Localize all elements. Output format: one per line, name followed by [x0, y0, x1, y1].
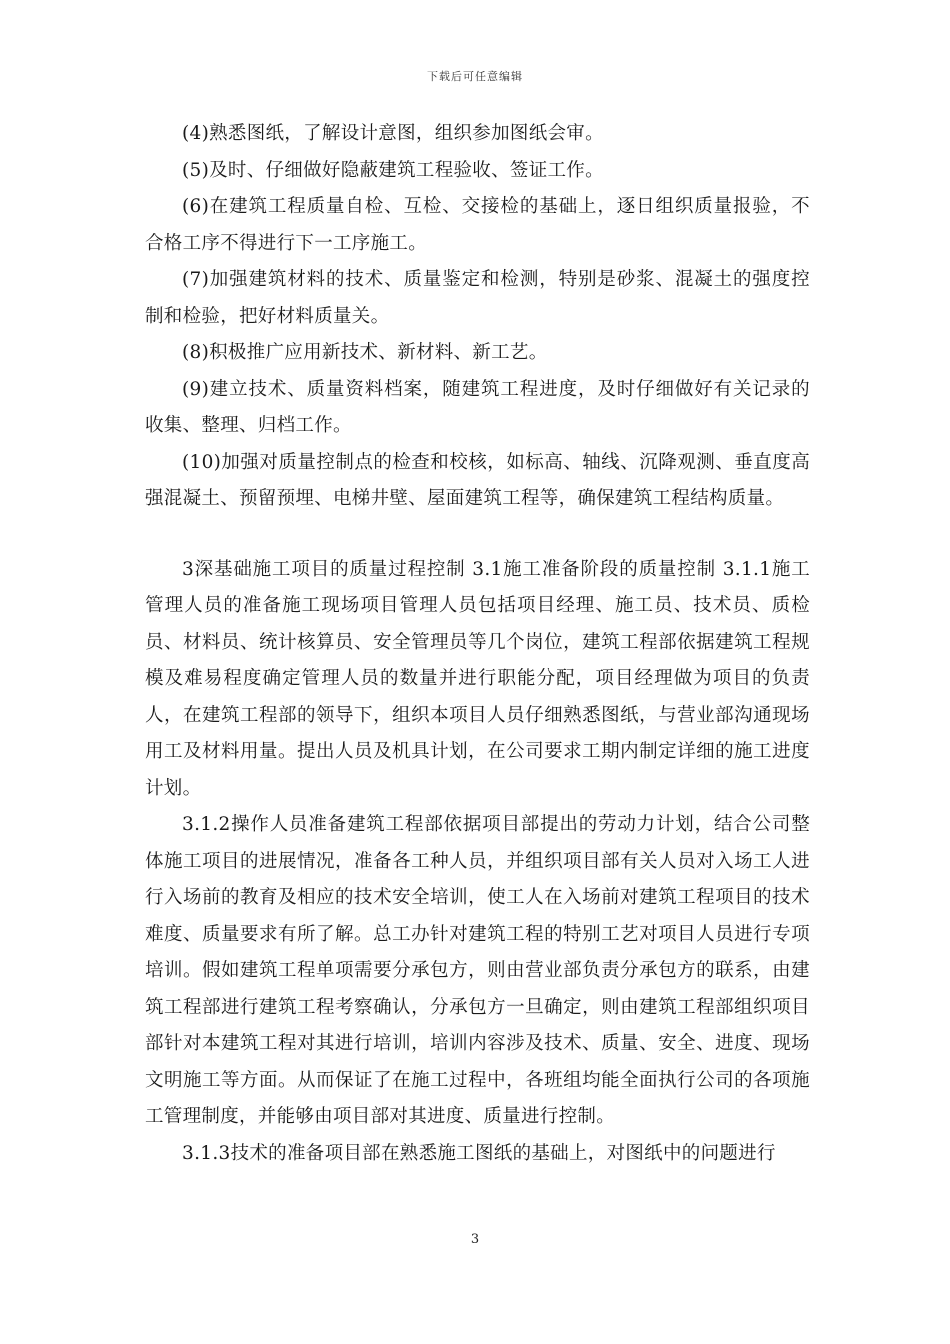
- paragraph-section-3-1-3: 3.1.3技术的准备项目部在熟悉施工图纸的基础上，对图纸中的问题进行: [182, 1142, 776, 1164]
- paragraph-item-5: (5)及时、仔细做好隐蔽建筑工程验收、签证工作。: [182, 159, 604, 181]
- paragraph-item-9: (9)建立技术、质量资料档案，随建筑工程进度，及时仔细做好有关记录的收集、整理、归档工作。: [145, 378, 810, 436]
- paragraph-item-7: (7)加强建筑材料的技术、质量鉴定和检测，特别是砂浆、混凝土的强度控制和检验，把好材料质量关。: [145, 269, 810, 327]
- page-header: 下载后可任意编辑: [427, 70, 523, 83]
- section-spacer: [145, 518, 810, 552]
- paragraph-section-3-1-2: 3.1.2操作人员准备建筑工程部依据项目部提出的劳动力计划，结合公司整体施工项目的进展情况，准备各工种人员，并组织项目部有关人员对入场工人进行入场前的教育及相应的技术安全培训，使工人在入场前对建筑工程项目的技术难度、质量要求有所了解。总工办针对建筑工程的特别工艺对项目人员进行专项培训。假如建筑工程单项需要分承包方，则由营业部负责分承包方的联系，由建筑工程部进行建筑工程考察确认，分承包方一旦确定，则由建筑工程部组织项目部针对本建筑工程对其进行培训，培训内容涉及技术、质量、安全、进度、现场文明施工等方面。从而保证了在施工过程中，各班组均能全面执行公司的各项施工管理制度，并能够由项目部对其进度、质量进行控制。: [145, 814, 810, 1127]
- paragraph-section-3-1-1: 3深基础施工项目的质量过程控制 3.1施工准备阶段的质量控制 3.1.1施工管理人员的准备施工现场项目管理人员包括项目经理、施工员、技术员、质检员、材料员、统计核算员、安全管理员等几个岗位，建筑工程部依据建筑工程规模及难易程度确定管理人员的数量并进行职能分配，项目经理做为项目的负责人，在建筑工程部的领导下，组织本项目人员仔细熟悉图纸，与营业部沟通现场用工及材料用量。提出人员及机具计划，在公司要求工期内制定详细的施工进度计划。: [145, 558, 810, 799]
- paragraph-item-10: (10)加强对质量控制点的检查和校核，如标高、轴线、沉降观测、垂直度高强混凝土、预留预埋、电梯井壁、屋面建筑工程等，确保建筑工程结构质量。: [145, 451, 810, 509]
- paragraph-item-6: (6)在建筑工程质量自检、互检、交接检的基础上，逐日组织质量报验，不合格工序不得进行下一工序施工。: [145, 196, 810, 254]
- page-number: 3: [470, 1232, 480, 1247]
- paragraph-item-4: (4)熟悉图纸，了解设计意图，组织参加图纸会审。: [182, 123, 604, 144]
- document-body: [145, 116, 810, 1172]
- paragraph-item-8: (8)积极推广应用新技术、新材料、新工艺。: [182, 342, 548, 363]
